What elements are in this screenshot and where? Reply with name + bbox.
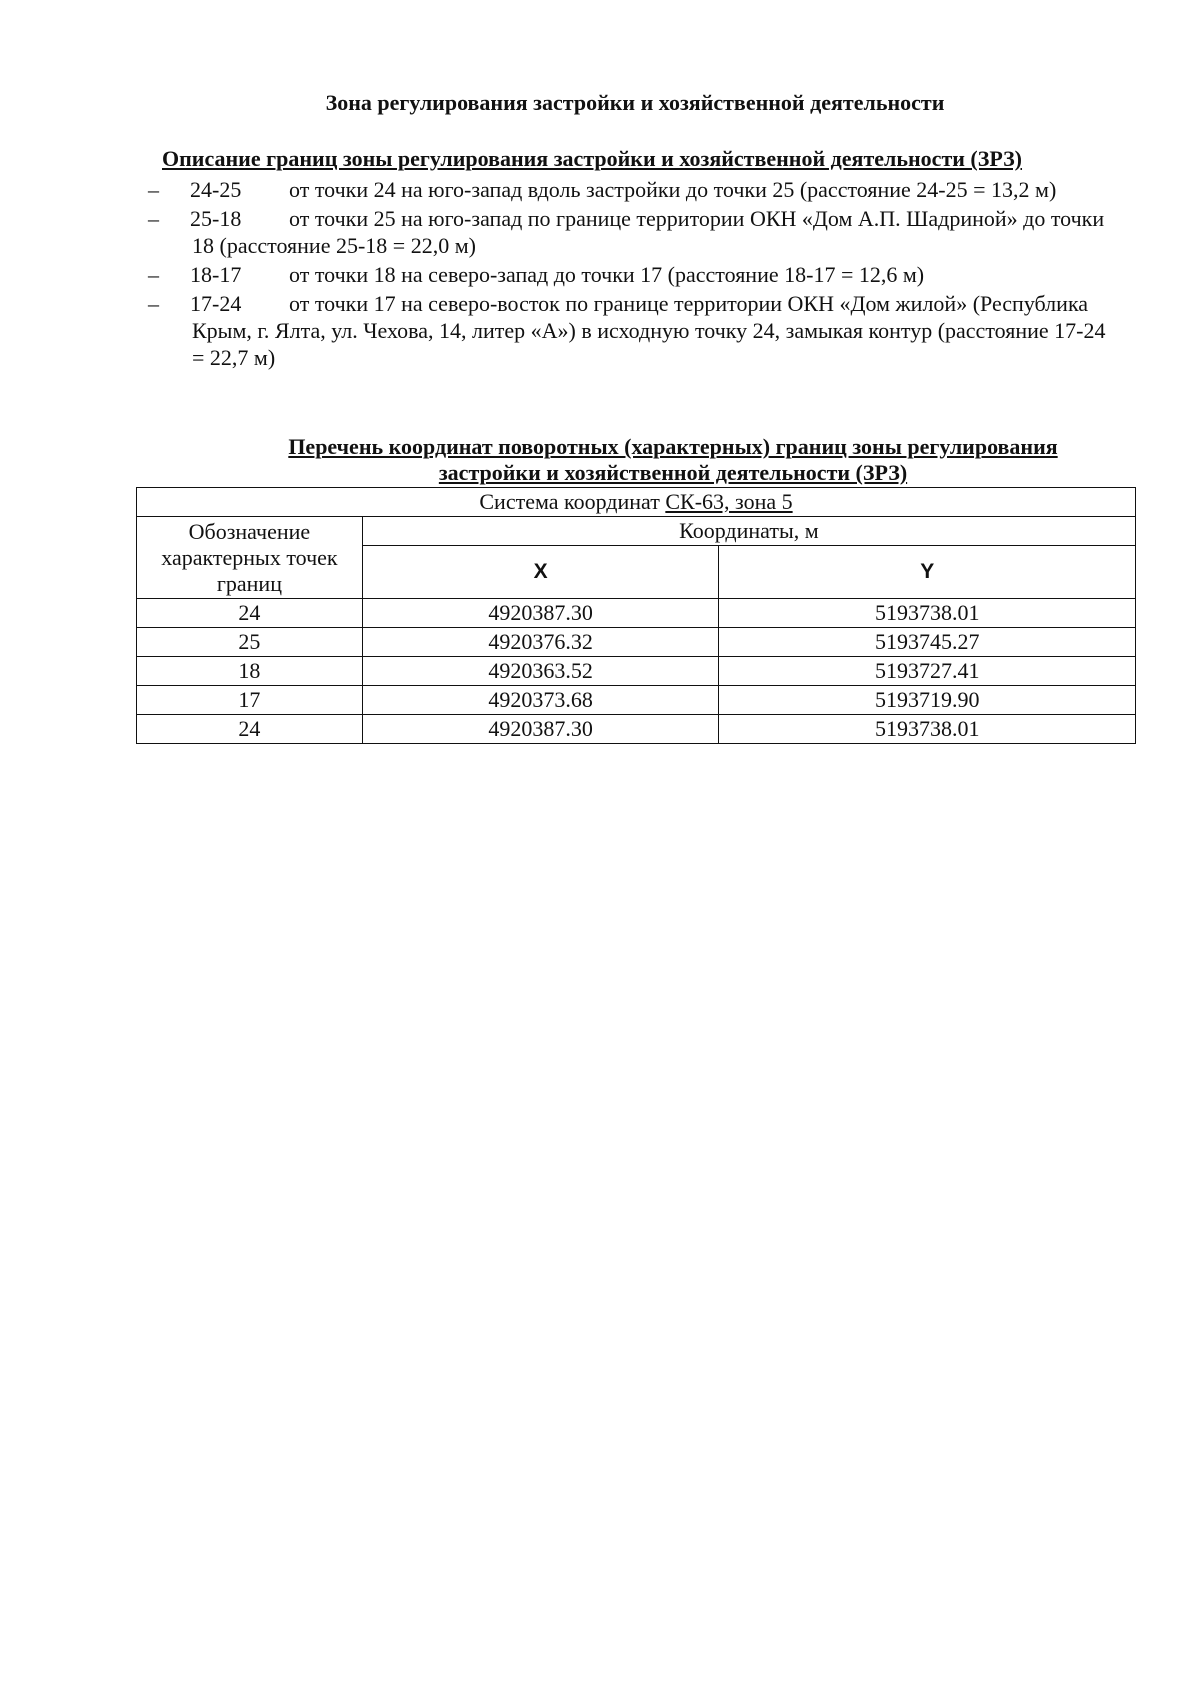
point-cell: 24 [137, 599, 363, 628]
boundary-description-heading: Описание границ зоны регулирования застройки и хозяйственной деятельности (ЗРЗ) [162, 146, 1023, 171]
segment-text: от точки 25 на юго-запад по границе территории ОКН «Дом А.П. Шадриной» до точки 18 (расстояние 25-18 = 22,0 м) [192, 206, 1105, 258]
segment-text: от точки 24 на юго-запад вдоль застройки до точки 25 (расстояние 24-25 = 13,2 м) [289, 177, 1057, 202]
x-cell: 4920363.52 [362, 657, 719, 686]
table-row [137, 488, 1136, 517]
coordinate-system-label: Система координат [479, 489, 666, 514]
table-row [137, 599, 1136, 628]
point-column-header: Обозначение характерных точек границ [137, 517, 363, 599]
y-column-header: Y [719, 546, 1136, 599]
coordinates-table [136, 487, 1136, 744]
segment-text: от точки 18 на северо-запад до точки 17 (расстояние 18-17 = 12,6 м) [289, 262, 925, 287]
x-cell: 4920387.30 [362, 715, 719, 744]
document-title: Зона регулирования застройки и хозяйственной деятельности [325, 90, 945, 115]
y-cell: 5193727.41 [719, 657, 1136, 686]
list-item [0, 176, 1200, 203]
boundary-segment-list [0, 176, 1200, 373]
list-bullet: – [148, 262, 159, 287]
list-item [0, 205, 1200, 259]
list-bullet: – [148, 206, 159, 231]
list-item [0, 261, 1200, 288]
list-item [0, 290, 1200, 371]
y-cell: 5193738.01 [719, 599, 1136, 628]
x-cell: 4920376.32 [362, 628, 719, 657]
table-row [137, 657, 1136, 686]
x-column-header: X [362, 546, 719, 599]
table-row [137, 715, 1136, 744]
segment-id: 17-24 [190, 291, 242, 316]
coordinates-list-heading: Перечень координат поворотных (характерных) границ зоны регулирования застройки и хозяйственной деятельности (ЗРЗ) [288, 434, 1058, 485]
table-row [137, 517, 1136, 546]
table-row [137, 686, 1136, 715]
coordinate-system-cell [137, 488, 1136, 517]
y-cell: 5193738.01 [719, 715, 1136, 744]
point-cell: 24 [137, 715, 363, 744]
y-cell: 5193719.90 [719, 686, 1136, 715]
table-row [137, 628, 1136, 657]
point-cell: 17 [137, 686, 363, 715]
coordinate-system-name: СК-63, зона 5 [665, 489, 793, 514]
x-cell: 4920373.68 [362, 686, 719, 715]
segment-id: 24-25 [190, 177, 242, 202]
point-cell: 25 [137, 628, 363, 657]
list-bullet: – [148, 177, 159, 202]
coordinates-column-header: Координаты, м [362, 517, 1135, 546]
segment-id: 18-17 [190, 262, 242, 287]
segment-id: 25-18 [190, 206, 242, 231]
point-cell: 18 [137, 657, 363, 686]
x-cell: 4920387.30 [362, 599, 719, 628]
list-bullet: – [148, 291, 159, 316]
y-cell: 5193745.27 [719, 628, 1136, 657]
segment-text: от точки 17 на северо-восток по границе территории ОКН «Дом жилой» (Республика Крым, г. Ялта, ул. Чехова, 14, литер «А») в исходную точку 24, замыкая контур (расстояние 17-24 = 22,7 м) [192, 291, 1106, 370]
